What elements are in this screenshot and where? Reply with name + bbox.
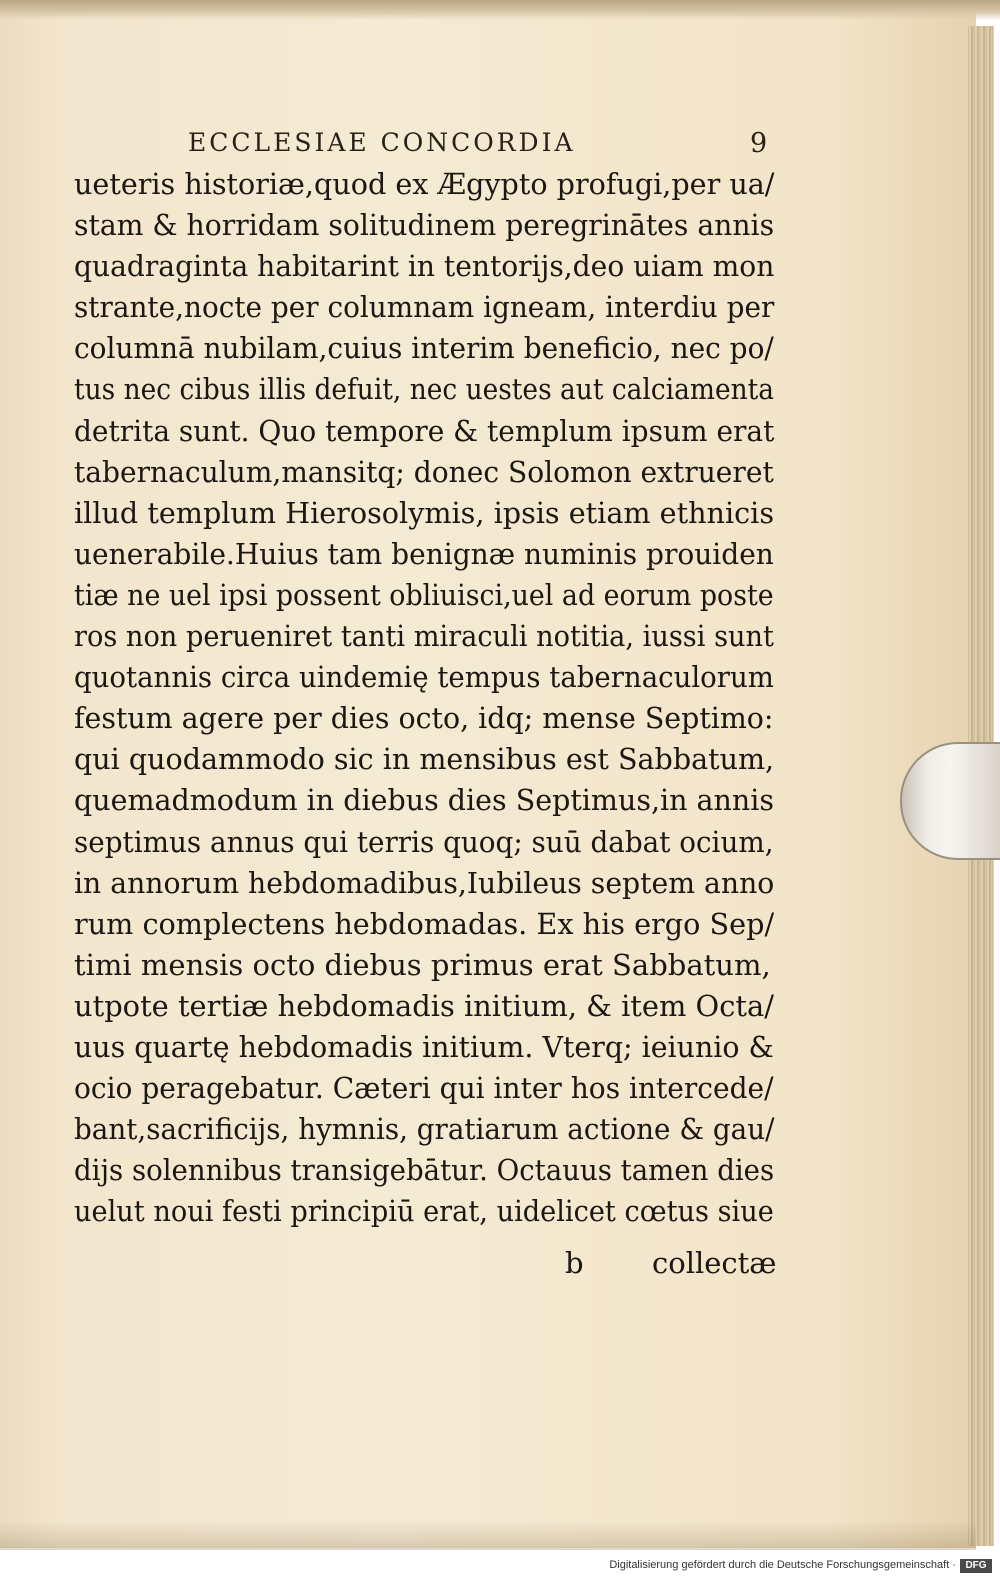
footer-credit: Digitalisierung gefördert durch die Deutsche Forschungsgemeinschaft · xyxy=(609,1559,956,1571)
text-line: tiæ ne uel ipsi possent obliuisci,uel ad eorum poste xyxy=(74,577,774,612)
page-bottom-shadow xyxy=(0,1520,976,1550)
digitization-footer xyxy=(0,1556,1000,1577)
text-line: uelut noui festi principiū erat, uidelicet cœtus siue xyxy=(74,1194,774,1229)
dfg-logo: DFG xyxy=(960,1559,992,1573)
signature-mark: b xyxy=(565,1246,584,1280)
page-top-edge xyxy=(0,0,1000,20)
text-line: ros non perueniret tanti miraculi notitia, iussi sunt xyxy=(74,619,774,654)
text-line: bant,sacrificijs, hymnis, gratiarum actione & gau/ xyxy=(74,1112,775,1147)
text-line: tabernaculum,mansitq; donec Solomon extrueret xyxy=(74,454,774,489)
body-text xyxy=(74,164,774,1232)
text-line: quadraginta habitarint in tentorijs,deo uiam mon xyxy=(74,249,775,284)
text-line: ueteris historiæ,quod ex Ægypto profugi,per ua/ xyxy=(74,167,775,201)
text-line: timi mensis octo diebus primus erat Sabbatum, xyxy=(74,947,771,982)
running-head: ECCLESIAE CONCORDIA xyxy=(188,128,576,157)
text-line: qui quodammodo sic in mensibus est Sabbatum, xyxy=(74,742,775,777)
text-line: tus nec cibus illis defuit, nec uestes aut calciamenta xyxy=(74,372,775,407)
text-line: septimus annus qui terris quoq; suū dabat ocium, xyxy=(74,824,774,859)
page-number: 9 xyxy=(750,128,768,159)
text-line: dijs solennibus transigebātur. Octauus tamen dies xyxy=(74,1153,775,1188)
text-line: strante,nocte per columnam igneam, interdiu per xyxy=(74,290,775,325)
text-line: quotannis circa uindemię tempus tabernaculorum xyxy=(74,660,774,695)
text-line: ocio peragebatur. Cæteri qui inter hos intercede/ xyxy=(74,1071,774,1106)
text-line: uenerabile.Huius tam benignæ numinis prouiden xyxy=(74,536,774,571)
text-line: utpote tertiæ hebdomadis initium, & item Octa/ xyxy=(74,988,774,1023)
text-line: detrita sunt. Quo tempore & templum ipsum erat xyxy=(74,413,775,448)
text-line: quemadmodum in diebus dies Septimus,in annis xyxy=(74,783,775,818)
text-line: stam & horridam solitudinem peregrinātes annis xyxy=(74,208,775,243)
text-line: rum complectens hebdomadas. Ex his ergo Sep/ xyxy=(74,906,775,941)
catchword: collectæ xyxy=(652,1246,777,1280)
text-line: illud templum Hierosolymis, ipsis etiam ethnicis xyxy=(74,495,775,530)
text-line: in annorum hebdomadibus,Iubileus septem anno xyxy=(74,865,775,900)
text-line: uus quartę hebdomadis initium. Vterq; ieiunio & xyxy=(74,1029,774,1064)
text-line: columnā nubilam,cuius interim beneficio, nec po/ xyxy=(74,331,774,366)
text-line: festum agere per dies octo, idq; mense Septimo: xyxy=(74,701,774,736)
